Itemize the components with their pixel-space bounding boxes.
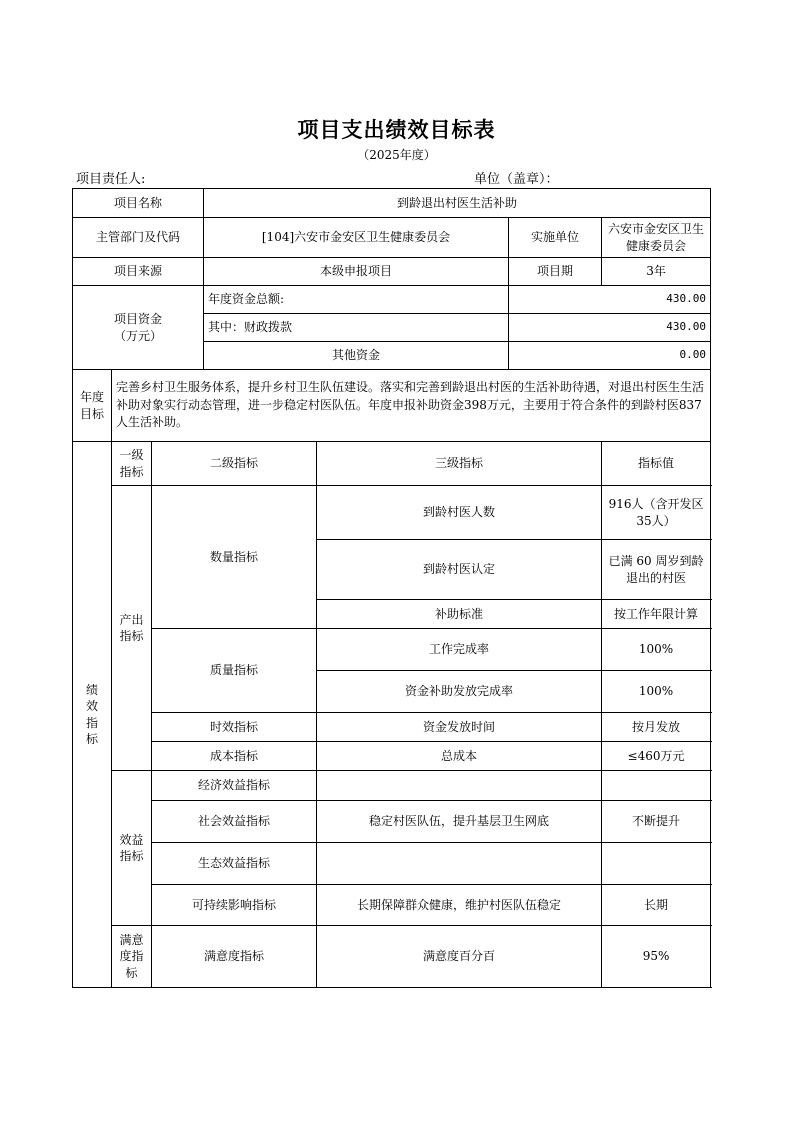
source-label: 项目来源 bbox=[73, 258, 204, 286]
funds-label-line2: （万元） bbox=[114, 328, 163, 343]
satisfaction-label-line3: 标 bbox=[125, 965, 138, 980]
dept-value: [104]六安市金安区卫生健康委员会 bbox=[204, 218, 509, 258]
annual-total-label: 年度资金总额: bbox=[204, 286, 509, 314]
indicator-value: 100% bbox=[602, 671, 711, 713]
indicator-value: 100% bbox=[602, 629, 711, 671]
indicator-name: 到龄村医认定 bbox=[317, 540, 602, 600]
output-indicators-label bbox=[112, 486, 152, 771]
other-funds-label: 其他资金 bbox=[204, 342, 509, 370]
satisfaction-label-line2: 度指 bbox=[119, 949, 144, 964]
header-level1 bbox=[112, 442, 152, 486]
indicator-value: 95% bbox=[602, 926, 711, 988]
indicator-name: 满意度百分百 bbox=[317, 926, 602, 988]
indicator-value: 按月发放 bbox=[602, 713, 711, 742]
indicator-value: 按工作年限计算 bbox=[602, 600, 711, 629]
indicator-value: 长期 bbox=[602, 885, 711, 926]
annual-total-value: 430.00 bbox=[509, 286, 711, 314]
section-char: 绩 bbox=[85, 683, 98, 698]
indicator-name: 长期保障群众健康，维护村医队伍稳定 bbox=[317, 885, 602, 926]
annual-goal-label-line1: 年度 bbox=[79, 390, 104, 405]
header-level1-line2: 指标 bbox=[119, 464, 144, 479]
dept-label: 主管部门及代码 bbox=[73, 218, 204, 258]
fiscal-value: 430.00 bbox=[509, 314, 711, 342]
output-label-line1: 产出 bbox=[119, 612, 144, 627]
funds-label-line1: 项目资金 bbox=[114, 312, 163, 327]
timeliness-indicators: 时效指标 bbox=[152, 713, 317, 742]
indicator-name: 总成本 bbox=[317, 742, 602, 771]
project-name-value: 到龄退出村医生活补助 bbox=[204, 189, 711, 218]
performance-table bbox=[72, 188, 711, 988]
indicator-name bbox=[317, 771, 602, 801]
annual-goal-label bbox=[73, 370, 112, 442]
source-value: 本级申报项目 bbox=[204, 258, 509, 286]
project-name-label: 项目名称 bbox=[73, 189, 204, 218]
output-label-line2: 指标 bbox=[119, 629, 144, 643]
responsible-label: 项目责任人: bbox=[76, 172, 146, 187]
annual-goal-text: 完善乡村卫生服务体系，提升乡村卫生队伍建设。落实和完善到龄退出村医的生活补助待遇，对退出村医生生活补助对象实行动态管理，进一步稳定村医队伍。年度申报补助资金398万元，主要用于符合条件的到龄村医837人生活补助。 bbox=[112, 370, 711, 442]
indicator-name: 工作完成率 bbox=[317, 629, 602, 671]
indicator-value: ≤460万元 bbox=[602, 742, 711, 771]
indicator-value bbox=[602, 843, 711, 885]
indicator-name: 补助标准 bbox=[317, 600, 602, 629]
page-title: 项目支出绩效目标表 bbox=[297, 117, 496, 142]
indicator-value bbox=[602, 771, 711, 801]
section-char: 效 bbox=[85, 699, 98, 714]
indicator-name: 资金补助发放完成率 bbox=[317, 671, 602, 713]
sustainability-indicators: 可持续影响指标 bbox=[152, 885, 317, 926]
indicator-name bbox=[317, 843, 602, 885]
indicator-value: 已满 60 周岁到龄退出的村医 bbox=[602, 540, 711, 600]
satisfaction-label-line1: 满意 bbox=[119, 933, 144, 948]
section-char: 指 bbox=[85, 715, 98, 730]
benefit-label-line1: 效益 bbox=[119, 832, 144, 847]
indicator-name: 资金发放时间 bbox=[317, 713, 602, 742]
quantity-indicators: 数量指标 bbox=[152, 486, 317, 629]
benefit-indicators-label bbox=[112, 771, 152, 926]
indicator-name: 稳定村医队伍，提升基层卫生网底 bbox=[317, 801, 602, 843]
year-note: （2025年度） bbox=[357, 148, 436, 162]
benefit-label-line2: 指标 bbox=[119, 849, 144, 863]
indicator-name: 到龄村医人数 bbox=[317, 486, 602, 540]
fiscal-label: 其中：财政拨款 bbox=[204, 314, 509, 342]
other-funds-value: 0.00 bbox=[509, 342, 711, 370]
funds-label bbox=[73, 286, 204, 370]
annual-goal-label-line2: 目标 bbox=[79, 406, 104, 421]
header-level1-line1: 一级 bbox=[119, 448, 144, 463]
performance-indicators-label bbox=[73, 442, 112, 988]
economic-indicators: 经济效益指标 bbox=[152, 771, 317, 801]
ecological-indicators: 生态效益指标 bbox=[152, 843, 317, 885]
period-value: 3年 bbox=[602, 258, 711, 286]
header-level2: 二级指标 bbox=[152, 442, 317, 486]
indicator-value: 不断提升 bbox=[602, 801, 711, 843]
cost-indicators: 成本指标 bbox=[152, 742, 317, 771]
quality-indicators: 质量指标 bbox=[152, 629, 317, 713]
impl-value: 六安市金安区卫生健康委员会 bbox=[602, 218, 711, 258]
period-label: 项目期 bbox=[509, 258, 602, 286]
header-level3: 三级指标 bbox=[317, 442, 602, 486]
section-char: 标 bbox=[85, 731, 98, 746]
impl-label: 实施单位 bbox=[509, 218, 602, 258]
indicator-value: 916人（含开发区35人） bbox=[602, 486, 711, 540]
satisfaction-level2: 满意度指标 bbox=[152, 926, 317, 988]
unit-label: 单位（盖章）： bbox=[474, 172, 559, 187]
social-indicators: 社会效益指标 bbox=[152, 801, 317, 843]
header-value: 指标值 bbox=[602, 442, 711, 486]
satisfaction-indicators-label bbox=[112, 926, 152, 988]
